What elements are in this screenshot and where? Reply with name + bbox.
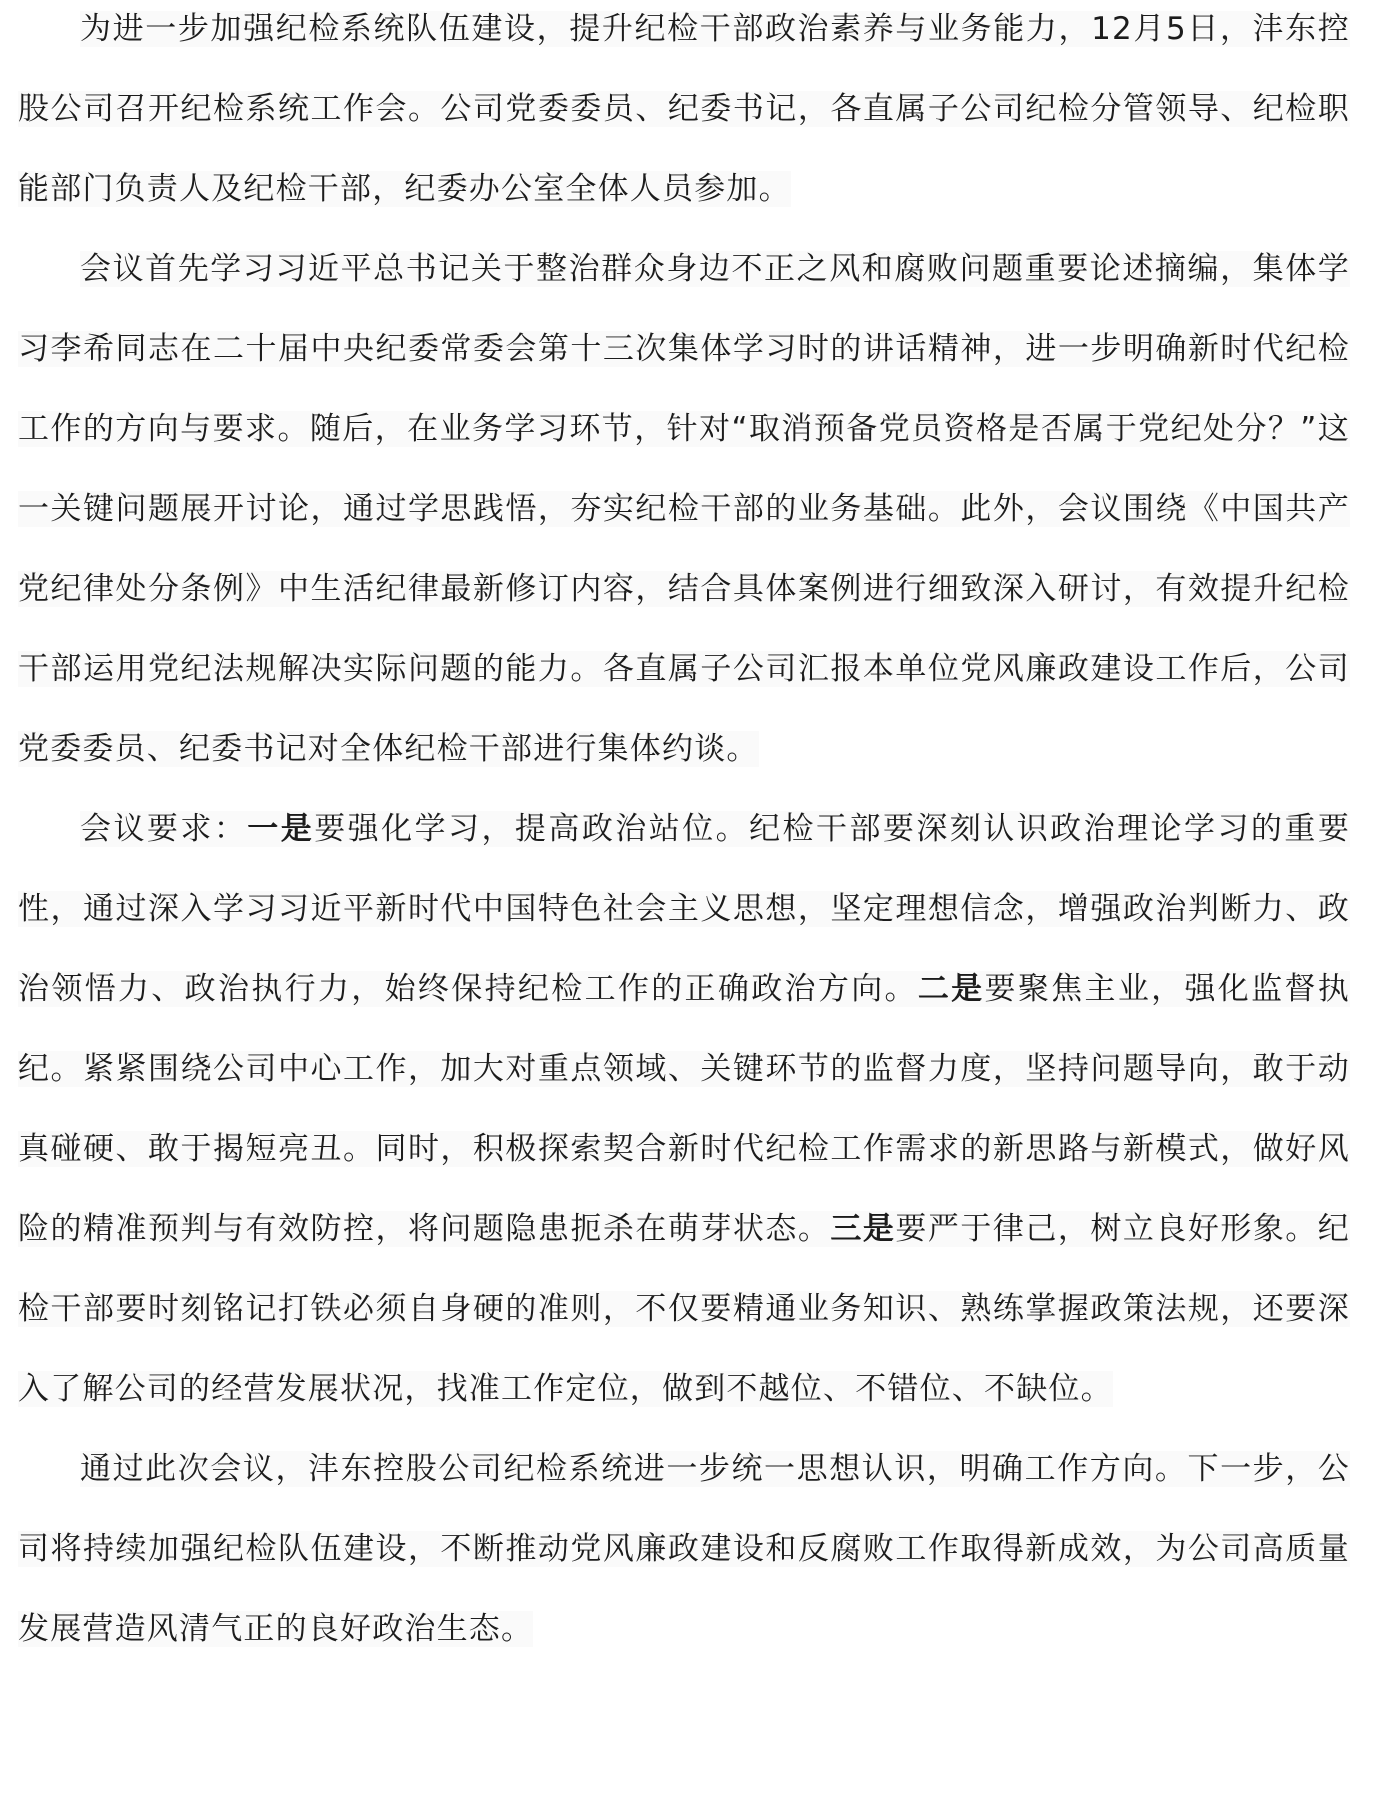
paragraph-conclusion-text: 通过此次会议，沣东控股公司纪检系统进一步统一思想认识，明确工作方向。下一步，公司将持续加强纪检队伍建设，不断推动党风廉政建设和反腐败工作取得新成效，为公司高质量发展营造风清气正的良好政治生态。 — [18, 1451, 1350, 1647]
paragraph-conclusion — [18, 1429, 1350, 1669]
requirements-intro: 会议要求： — [80, 811, 248, 847]
paragraph-intro-text: 为进一步加强纪检系统队伍建设，提升纪检干部政治素养与业务能力，12月5日，沣东控股公司召开纪检系统工作会。公司党委委员、纪委书记，各直属子公司纪检分管领导、纪检职能部门负责人及纪检干部，纪委办公室全体人员参加。 — [18, 11, 1350, 207]
paragraph-requirements-text — [18, 811, 1350, 1407]
point-two-text: 要聚焦主业，强化监督执纪。紧紧围绕公司中心工作，加大对重点领域、关键环节的监督力度，坚持问题导向，敢于动真碰硬、敢于揭短亮丑。同时，积极探索契合新时代纪检工作需求的新思路与新模式，做好风险的精准预判与有效防控，将问题隐患扼杀在萌芽状态。 — [18, 971, 1350, 1247]
paragraph-intro — [18, 0, 1350, 229]
paragraph-requirements — [18, 789, 1350, 1429]
point-one-label: 一是 — [247, 811, 315, 847]
point-three-label: 三是 — [830, 1211, 896, 1247]
point-two-label: 二是 — [917, 971, 985, 1007]
paragraph-study — [18, 229, 1350, 789]
paragraph-study-text: 会议首先学习习近平总书记关于整治群众身边不正之风和腐败问题重要论述摘编，集体学习李希同志在二十届中央纪委常委会第十三次集体学习时的讲话精神，进一步明确新时代纪检工作的方向与要求。随后，在业务学习环节，针对“取消预备党员资格是否属于党纪处分？”这一关键问题展开讨论，通过学思践悟，夯实纪检干部的业务基础。此外，会议围绕《中国共产党纪律处分条例》中生活纪律最新修订内容，结合具体案例进行细致深入研讨，有效提升纪检干部运用党纪法规解决实际问题的能力。各直属子公司汇报本单位党风廉政建设工作后，公司党委委员、纪委书记对全体纪检干部进行集体约谈。 — [18, 251, 1350, 767]
point-three-text: 要严于律己，树立良好形象。纪检干部要时刻铭记打铁必须自身硬的准则，不仅要精通业务知识、熟练掌握政策法规，还要深入了解公司的经营发展状况，找准工作定位，做到不越位、不错位、不缺位。 — [18, 1211, 1351, 1407]
point-one-text: 要强化学习，提高政治站位。纪检干部要深刻认识政治理论学习的重要性，通过深入学习习近平新时代中国特色社会主义思想，坚定理想信念，增强政治判断力、政治领悟力、政治执行力，始终保持纪检工作的正确政治方向。 — [18, 811, 1351, 1007]
